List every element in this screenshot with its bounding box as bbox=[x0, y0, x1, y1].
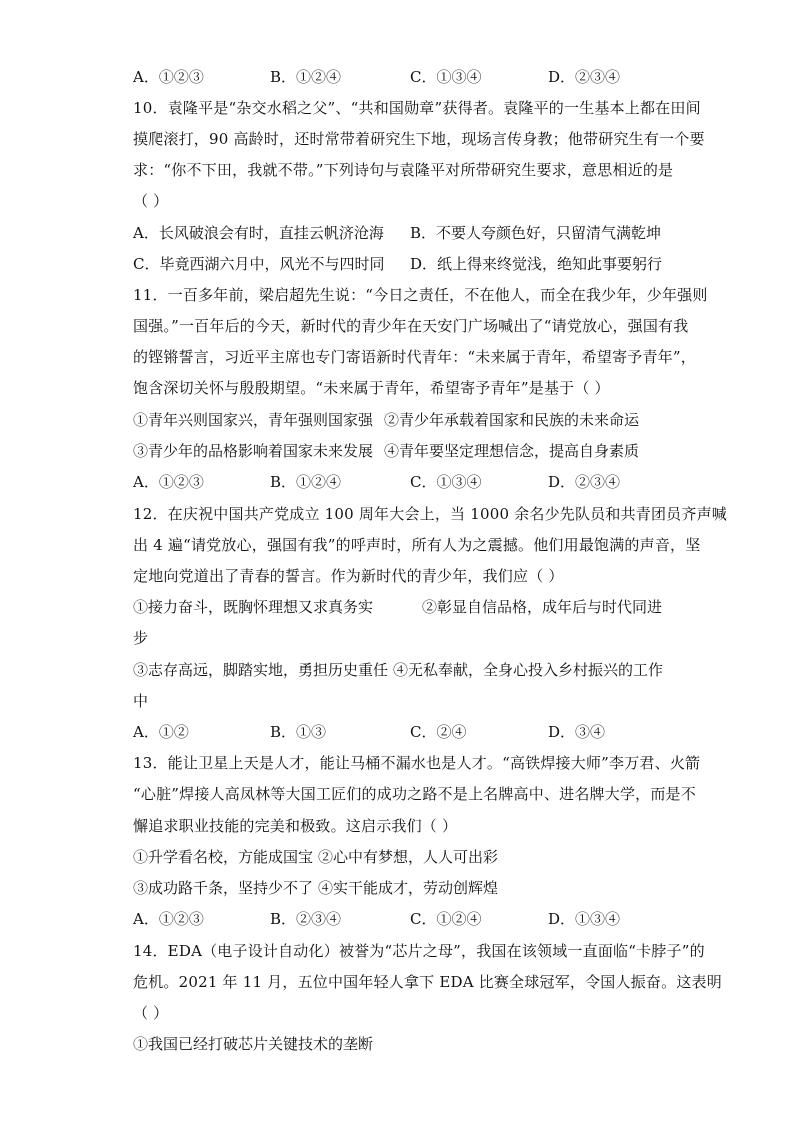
q11-stem-line-2: 国强。”一百年后的今天，新时代的青少年在天安门广场喊出了“请党放心，强国有我 bbox=[133, 317, 689, 335]
q12-item-1: ①接力奋斗，既胸怀理想又求真务实 bbox=[133, 598, 374, 616]
q11-item-4: ④青年要坚定理想信念，提高自身素质 bbox=[384, 442, 640, 460]
q10-answer-blank: （ ） bbox=[133, 192, 169, 210]
q12-item-2: ②彰显自信品格，成年后与时代同进 bbox=[422, 598, 663, 616]
q11-item-1: ①青年兴则国家兴，青年强则国家强 bbox=[133, 411, 374, 429]
q11-option-b: B．①②④ bbox=[270, 473, 342, 491]
q12-item-4-wrap: 中 bbox=[133, 692, 149, 710]
q9-option-c: C．①③④ bbox=[410, 68, 482, 86]
q12-stem-line-1: 12．在庆祝中国共产党成立 100 周年大会上，当 1000 余名少先队员和共青团员齐声喊 bbox=[133, 505, 727, 523]
q10-stem-line-2: 摸爬滚打，90 高龄时，还时常带着研究生下地，现场言传身教；他带研究生有一个要 bbox=[133, 130, 705, 148]
q13-stem-line-1: 13．能让卫星上天是人才，能让马桶不漏水也是人才。“高铁焊接大师”李万君、火箭 bbox=[133, 754, 701, 772]
q12-item-3: ③志存高远，脚踏实地，勇担历史重任 bbox=[133, 661, 389, 679]
q12-stem-line-3: 定地向党道出了青春的誓言。作为新时代的青少年，我们应（ ） bbox=[133, 567, 564, 585]
q13-stem-line-3: 懈追求职业技能的完美和极致。这启示我们（ ） bbox=[133, 817, 458, 835]
q13-item-4: ④实干能成才，劳动创辉煌 bbox=[318, 879, 499, 897]
q9-option-b: B．①②④ bbox=[270, 68, 342, 86]
q11-stem-line-1: 11．一百多年前，梁启超先生说：“今日之责任，不在他人，而全在我少年，少年强则 bbox=[133, 286, 708, 304]
q12-item-2-wrap: 步 bbox=[133, 629, 149, 647]
q10-option-c: C．毕竟西湖六月中，风光不与四时同 bbox=[133, 255, 385, 273]
q11-item-2: ②青少年承载着国家和民族的未来命运 bbox=[384, 411, 640, 429]
q14-stem-line-1: 14．EDA（电子设计自动化）被誉为“芯片之母”，我国在该领域一直面临“卡脖子”的 bbox=[133, 942, 705, 960]
q12-option-c: C．②④ bbox=[410, 723, 467, 741]
q13-item-1: ①升学看名校，方能成国宝 bbox=[133, 848, 314, 866]
q14-stem-line-2: 危机。2021 年 11 月，五位中国年轻人拿下 EDA 比赛全球冠军，令国人振奋。这表明 bbox=[133, 973, 722, 991]
q13-stem-line-2: “心脏”焊接人高凤林等大国工匠们的成功之路不是上名牌高中、进名牌大学，而是不 bbox=[133, 785, 696, 803]
q10-stem-line-3: 求：“你不下田，我就不带。”下列诗句与袁隆平对所带研究生要求，意思相近的是 bbox=[133, 161, 674, 179]
q13-option-a: A．①②③ bbox=[133, 910, 204, 928]
q11-item-3: ③青少年的品格影响着国家未来发展 bbox=[133, 442, 374, 460]
q12-stem-line-2: 出 4 遍“请党放心，强国有我”的呼声时，所有人为之震撼。他们用最饱满的声音，坚 bbox=[133, 536, 701, 554]
q10-option-b: B．不要人夸颜色好，只留清气满乾坤 bbox=[410, 224, 662, 242]
q9-option-a: A．①②③ bbox=[133, 68, 204, 86]
q10-option-a: A．长风破浪会有时，直挂云帆济沧海 bbox=[133, 224, 384, 242]
q13-option-c: C．①②④ bbox=[410, 910, 482, 928]
q11-option-d: D．②③④ bbox=[548, 473, 621, 491]
q9-option-d: D．②③④ bbox=[548, 68, 621, 86]
q10-option-d: D．纸上得来终觉浅，绝知此事要躬行 bbox=[410, 255, 663, 273]
q13-item-3: ③成功路千条，坚持少不了 bbox=[133, 879, 314, 897]
q12-option-a: A．①② bbox=[133, 723, 189, 741]
q14-item-1: ①我国已经打破芯片关键技术的垄断 bbox=[133, 1035, 374, 1053]
q13-item-2: ②心中有梦想，人人可出彩 bbox=[318, 848, 499, 866]
q13-option-d: D．①③④ bbox=[548, 910, 621, 928]
q11-option-c: C．①③④ bbox=[410, 473, 482, 491]
q14-answer-blank: （ ） bbox=[133, 1004, 169, 1022]
q12-item-4: ④无私奉献，全身心投入乡村振兴的工作 bbox=[393, 661, 664, 679]
q11-stem-line-4: 饱含深切关怀与殷殷期望。“未来属于青年，希望寄予青年”是基于（ ） bbox=[133, 379, 610, 397]
q10-stem-line-1: 10．袁隆平是“杂交水稻之父”、“共和国勋章”获得者。袁隆平的一生基本上都在田间 bbox=[133, 99, 701, 117]
q12-option-d: D．③④ bbox=[548, 723, 606, 741]
q11-option-a: A．①②③ bbox=[133, 473, 204, 491]
q11-stem-line-3: 的铿锵誓言，习近平主席也专门寄语新时代青年：“未来属于青年，希望寄予青年”， bbox=[133, 348, 696, 366]
q13-option-b: B．②③④ bbox=[270, 910, 342, 928]
q12-option-b: B．①③ bbox=[270, 723, 327, 741]
